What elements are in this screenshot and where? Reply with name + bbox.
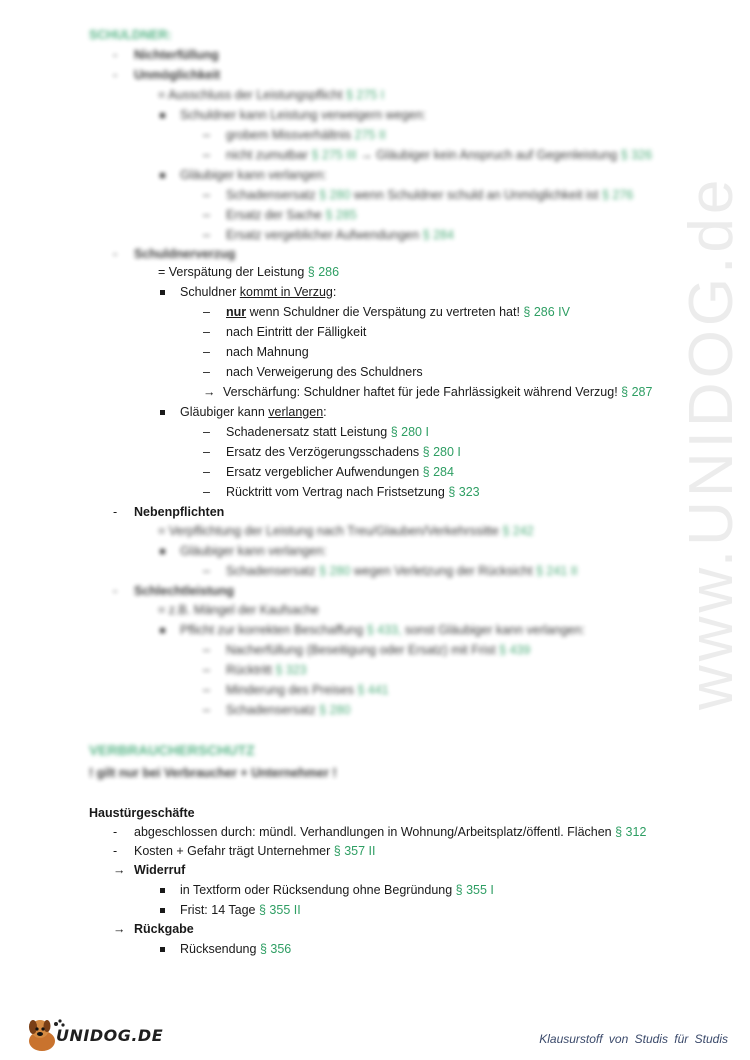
endash-marker: – xyxy=(203,305,210,319)
line-text: Verschärfung: Schuldner haftet für jede Fahrlässigkeit während Verzug! xyxy=(223,385,618,399)
line-glaeubiger-verlangen: Gläubiger kann verlangen: xyxy=(180,168,327,182)
paragraph-ref: § 355 I xyxy=(455,883,494,897)
line-missverhaeltnis xyxy=(226,127,386,143)
endash-marker: – xyxy=(203,683,210,697)
paragraph-ref: § 275 I xyxy=(345,88,385,102)
square-bullet xyxy=(160,622,165,638)
line-text: Schadensersatz xyxy=(226,188,316,202)
item-unmoeglichkeit: Unmöglichkeit xyxy=(134,68,221,82)
line-text: wenn Schuldner die Verspätung zu vertreten hat! xyxy=(249,305,520,319)
endash-marker: – xyxy=(203,128,210,142)
paragraph-ref: § 280 I xyxy=(422,445,461,459)
line-textform xyxy=(180,882,494,898)
line-text: Minderung des Preises xyxy=(226,683,354,697)
paragraph-ref: § 276 xyxy=(601,188,634,202)
paragraph-ref: § 285 xyxy=(325,208,357,222)
endash-marker: – xyxy=(203,485,210,499)
line-text: Ersatz vergeblicher Aufwendungen xyxy=(226,228,420,242)
section-heading-verbraucherschutz: VERBRAUCHERSCHUTZ xyxy=(89,742,255,758)
note-gilt-nur: ! gilt nur bei Verbraucher + Unternehmer ! xyxy=(89,766,337,780)
line-text: in Textform oder Rücksendung ohne Begründung xyxy=(180,883,453,897)
dash-marker: - xyxy=(113,48,118,62)
footer-tagline: Klausurstoff von Studis für Studis xyxy=(539,1032,728,1046)
paragraph-ref: § 280 I xyxy=(390,425,429,439)
item-rueckgabe: Rückgabe xyxy=(134,922,194,936)
line-pflicht xyxy=(180,622,585,638)
line-text: Rücktritt xyxy=(226,663,272,677)
endash-marker: – xyxy=(203,663,210,677)
paragraph-ref: § 275 III xyxy=(311,148,357,162)
line-maengel: = z.B. Mängel der Kaufsache xyxy=(158,603,319,617)
line-ersatz-aufw xyxy=(226,464,454,480)
square-bullet xyxy=(160,284,165,300)
item-schlechtleistung: Schlechtleistung xyxy=(134,584,235,598)
endash-marker: – xyxy=(203,228,210,242)
line-text: wenn Schuldner schuld an Unmöglichkeit ist xyxy=(353,188,599,202)
line-text: nicht zumutbar xyxy=(226,148,308,162)
line-text: Schadenersatz statt Leistung xyxy=(226,425,388,439)
line-minderung xyxy=(226,682,389,698)
paragraph-ref: § 356 xyxy=(259,942,292,956)
paragraph-ref: § 286 IV xyxy=(523,305,570,319)
line-se-statt xyxy=(226,424,429,440)
paragraph-ref: § 241 II xyxy=(535,564,578,578)
line-text: = Verpflichtung der Leistung nach Treu/Glauben/Verkehrssitte xyxy=(158,524,499,538)
line-glaeubiger-verlangen-2: Gläubiger kann verlangen: xyxy=(180,544,327,558)
line-se-rueck xyxy=(226,563,578,579)
line-text: sonst Gläubiger kann verlangen: xyxy=(404,623,585,637)
endash-marker: – xyxy=(203,188,210,202)
paragraph-ref: § 287 xyxy=(621,385,653,399)
line-text: Rücktritt vom Vertrag nach Fristsetzung xyxy=(226,485,445,499)
paragraph-ref: § 323 xyxy=(448,485,480,499)
square-bullet xyxy=(160,941,165,957)
item-schuldnerverzug: Schuldnerverzug xyxy=(134,247,236,261)
line-verzug-definition xyxy=(158,264,339,280)
endash-marker: – xyxy=(203,703,210,717)
line-kommt-in-verzug xyxy=(180,284,336,300)
line-text: Schuldner xyxy=(180,285,237,299)
square-bullet xyxy=(160,902,165,918)
section-heading-schuldner: SCHULDNER: xyxy=(89,28,172,42)
dash-marker: - xyxy=(113,247,118,261)
endash-marker: – xyxy=(203,208,210,222)
line-unzumutbar xyxy=(226,147,652,163)
line-text: Pflicht zur korrekten Beschaffung xyxy=(180,623,364,637)
endash-marker: – xyxy=(203,325,210,339)
line-text: : xyxy=(332,285,337,299)
underlined-text: verlangen xyxy=(268,405,324,419)
line-text: Rücksendung xyxy=(180,942,257,956)
paragraph-ref: § 242 xyxy=(502,524,534,538)
paragraph-ref: § 326 xyxy=(620,148,653,162)
endash-marker: – xyxy=(203,643,210,657)
square-bullet xyxy=(160,882,165,898)
paragraph-ref: § 284 xyxy=(422,228,454,242)
line-ruecktritt xyxy=(226,484,480,500)
dash-marker: - xyxy=(113,584,118,598)
arrow-icon: → xyxy=(113,922,126,936)
dash-marker: - xyxy=(113,68,118,82)
line-verweigerung: nach Verweigerung des Schuldners xyxy=(226,365,423,379)
arrow-icon: → xyxy=(113,863,126,877)
paragraph-ref: § 433, xyxy=(366,623,402,637)
line-faelligkeit: nach Eintritt der Fälligkeit xyxy=(226,325,367,339)
square-bullet xyxy=(160,107,165,123)
line-nacherfuellung xyxy=(226,642,530,658)
line-text: : xyxy=(323,405,327,419)
square-bullet xyxy=(160,404,165,420)
endash-marker: – xyxy=(203,445,210,459)
line-text: Ersatz vergeblicher Aufwendungen xyxy=(226,465,420,479)
endash-marker: – xyxy=(203,465,210,479)
line-text: → Gläubiger kein Anspruch auf Gegenleistung xyxy=(360,148,618,162)
line-ruecksendung xyxy=(180,941,291,957)
line-ersatz-aufw-unm xyxy=(226,227,454,243)
dash-marker: - xyxy=(113,505,118,519)
endash-marker: – xyxy=(203,345,210,359)
emphasis-nur: nur xyxy=(226,305,247,319)
line-text: = Ausschluss der Leistungspflicht xyxy=(158,88,343,102)
paragraph-ref: § 280 xyxy=(319,703,351,717)
line-text: grobem Missverhältnis xyxy=(226,128,352,142)
paragraph-ref: § 439 xyxy=(499,643,531,657)
line-ersatz-sache xyxy=(226,207,357,223)
line-text: = Verspätung der Leistung xyxy=(158,265,305,279)
item-widerruf: Widerruf xyxy=(134,863,186,877)
watermark-text: www.UNIDOG.de xyxy=(677,175,746,710)
item-nichterfuellung: Nichterfüllung xyxy=(134,48,219,62)
endash-marker: – xyxy=(203,425,210,439)
underlined-text: kommt in Verzug xyxy=(239,285,333,299)
square-bullet xyxy=(160,167,165,183)
paragraph-ref: § 280 xyxy=(319,564,351,578)
paragraph-ref: § 357 II xyxy=(333,844,376,858)
paragraph-ref: § 286 xyxy=(307,265,340,279)
haustuer-title: Haustürgeschäfte xyxy=(89,806,195,820)
line-text: Nacherfüllung (Beseitigung oder Ersatz) mit Frist xyxy=(226,643,496,657)
endash-marker: – xyxy=(203,564,210,578)
paragraph-ref: § 323 xyxy=(275,663,307,677)
item-nebenpflichten: Nebenpflichten xyxy=(134,505,225,519)
logo-text: UNIDOG.DE xyxy=(56,1026,164,1045)
line-glaeubiger-kann xyxy=(180,404,327,420)
line-ersatz-verz xyxy=(226,444,461,460)
paragraph-ref: § 441 xyxy=(357,683,389,697)
line-schadensersatz-unm xyxy=(226,187,633,203)
line-ausschluss xyxy=(158,87,384,103)
endash-marker: – xyxy=(203,365,210,379)
paragraph-ref: § 312 xyxy=(615,825,647,839)
line-verschaerfung xyxy=(223,384,652,400)
line-text: Frist: 14 Tage xyxy=(180,903,256,917)
line-treu-glauben xyxy=(158,523,534,539)
square-bullet xyxy=(160,543,165,559)
paragraph-ref: § 280 xyxy=(319,188,351,202)
paragraph-ref: § 284 xyxy=(422,465,454,479)
line-text: Gläubiger kann xyxy=(180,405,265,419)
line-frist xyxy=(180,902,301,918)
line-abgeschlossen xyxy=(134,824,646,840)
paragraph-ref: § 355 II xyxy=(259,903,301,917)
line-text: Ersatz der Sache xyxy=(226,208,322,222)
dash-marker: - xyxy=(113,844,118,858)
endash-marker: – xyxy=(203,148,210,162)
arrow-icon: → xyxy=(203,385,216,399)
line-verweigern: Schuldner kann Leistung verweigern wegen: xyxy=(180,108,426,122)
line-nur-wenn xyxy=(226,304,570,320)
paragraph-ref: 275 II xyxy=(354,128,386,142)
line-text: Ersatz des Verzögerungsschadens xyxy=(226,445,420,459)
line-kosten xyxy=(134,843,375,859)
line-mahnung: nach Mahnung xyxy=(226,345,309,359)
line-text: Kosten + Gefahr trägt Unternehmer xyxy=(134,844,331,858)
line-text: abgeschlossen durch: mündl. Verhandlungen in Wohnung/Arbeitsplatz/öffentl. Flächen xyxy=(134,825,612,839)
line-schadensersatz-sl xyxy=(226,702,350,718)
line-text: Schadensersatz xyxy=(226,703,316,717)
line-text: Schadensersatz xyxy=(226,564,316,578)
line-text: wegen Verletzung der Rücksicht xyxy=(353,564,533,578)
line-ruecktritt-sl xyxy=(226,662,307,678)
dash-marker: - xyxy=(113,825,118,839)
